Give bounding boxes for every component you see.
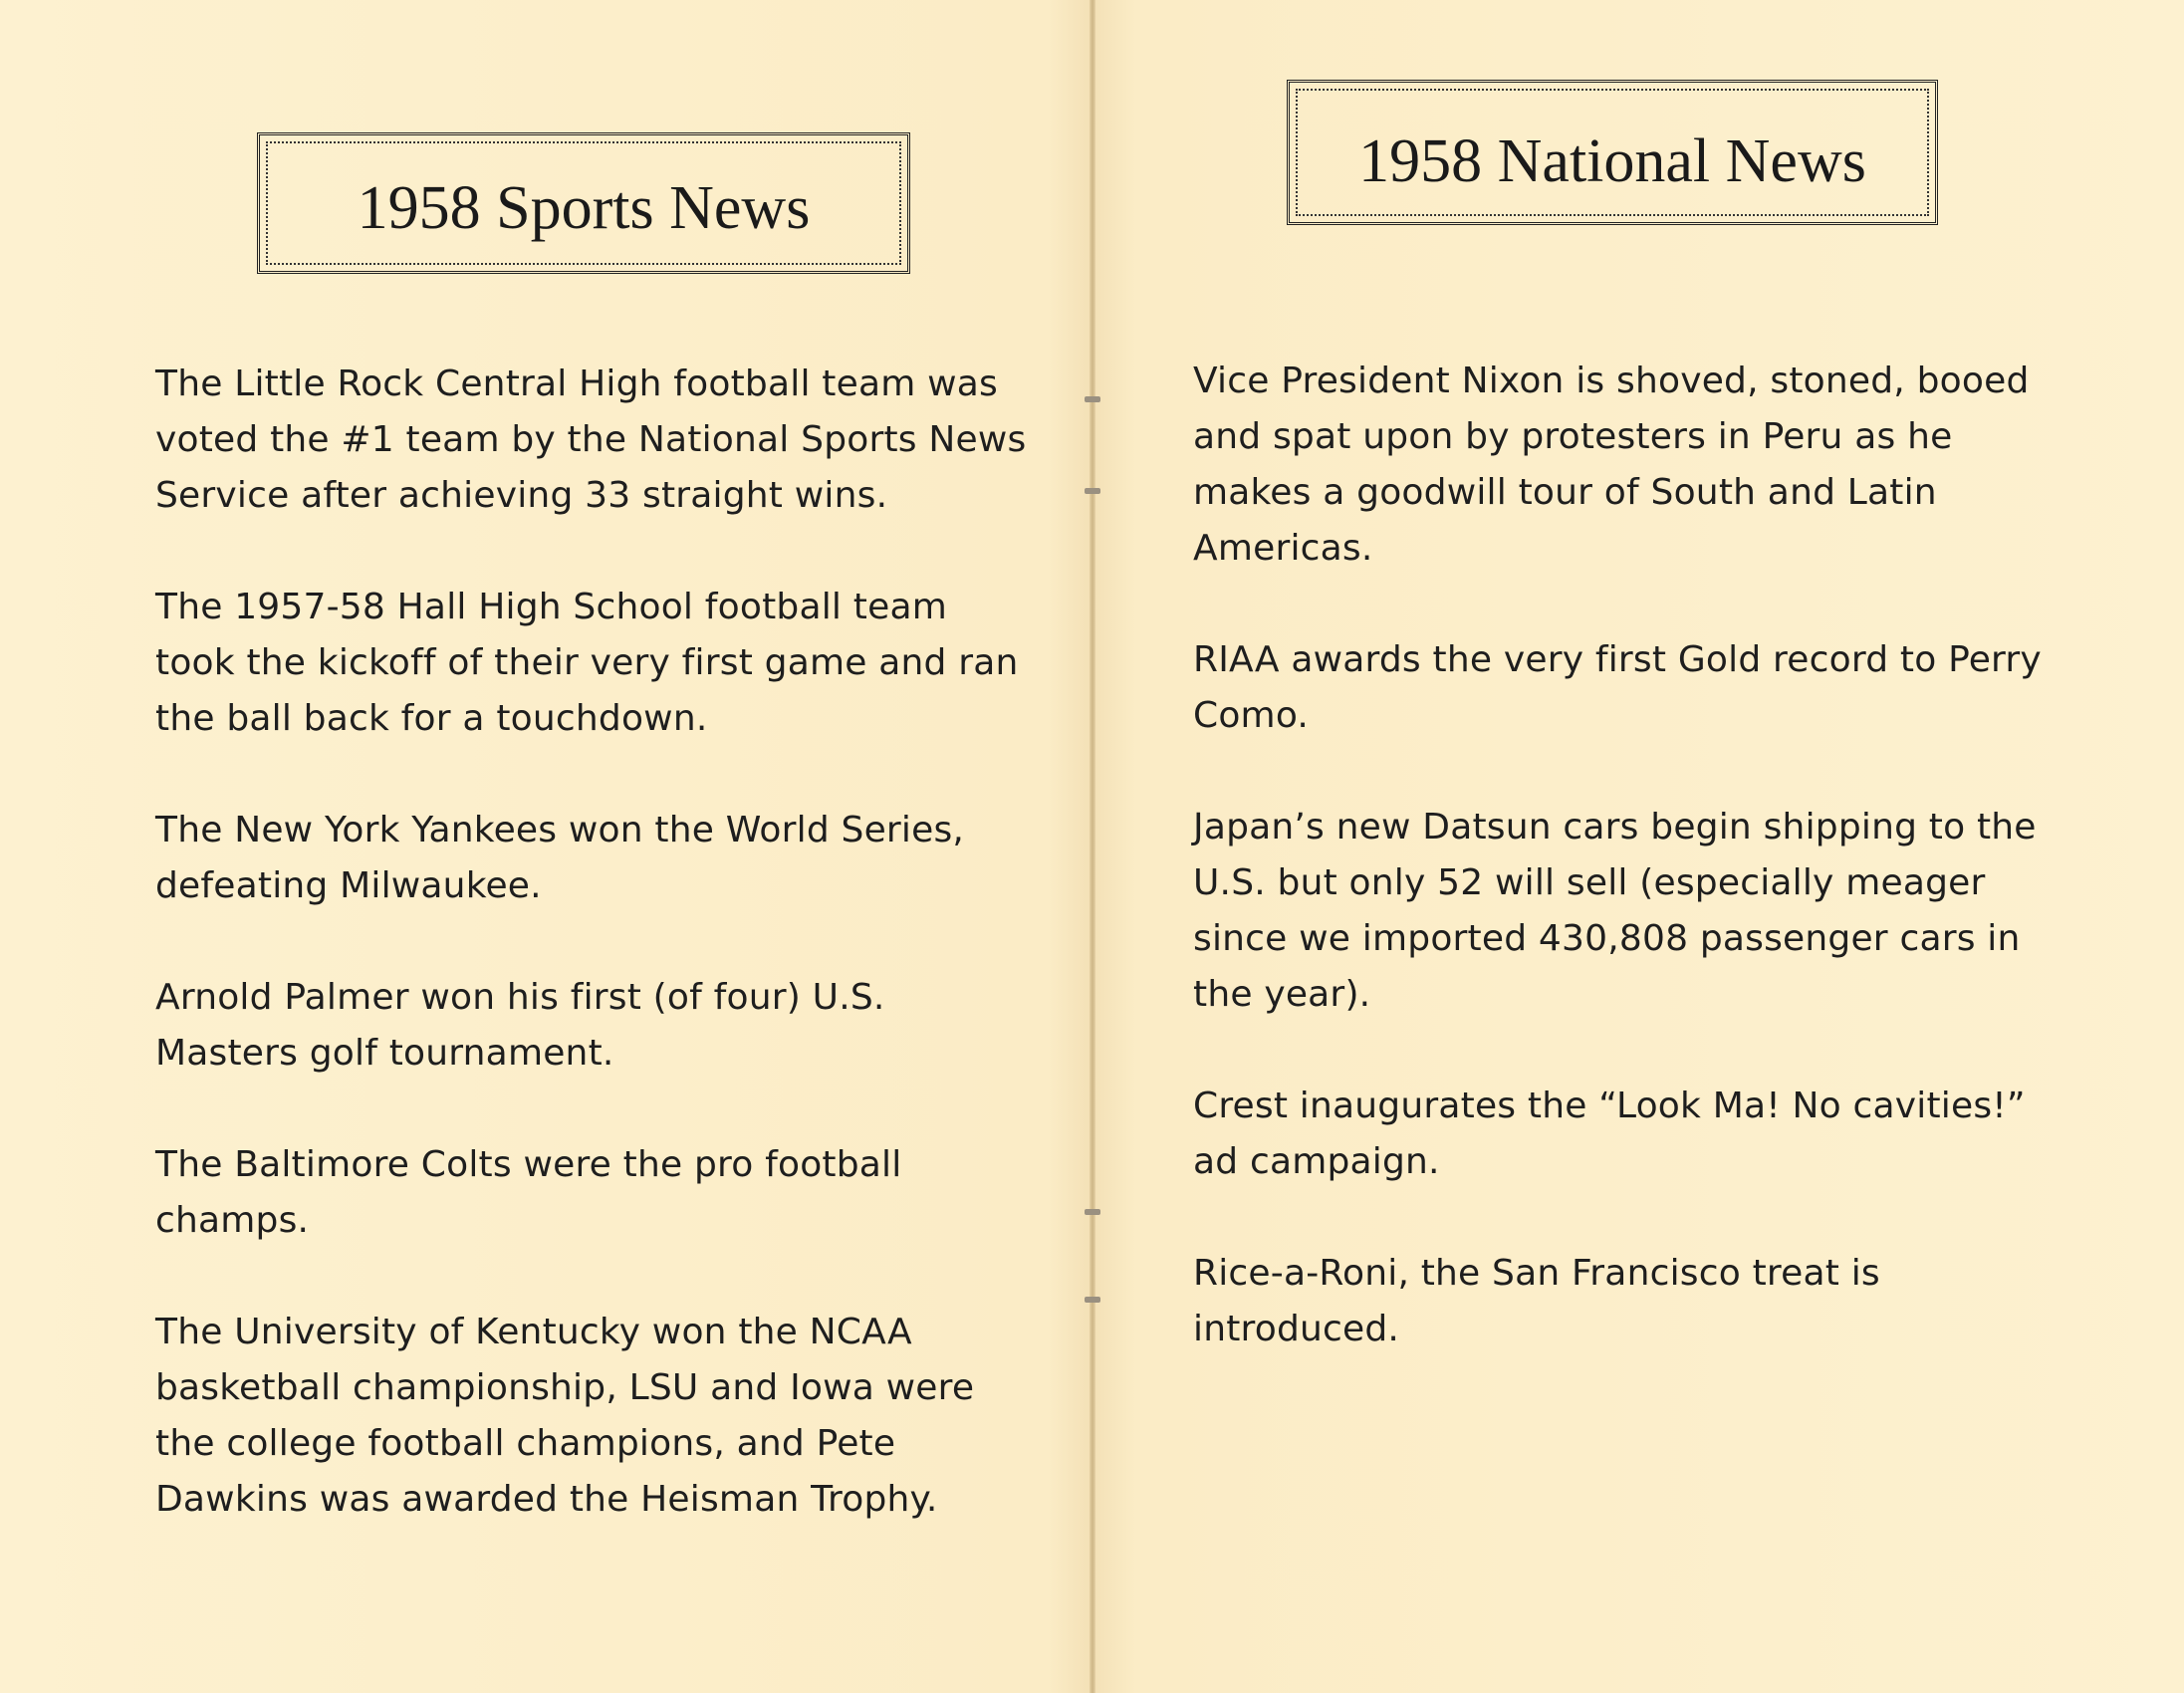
national-news-list [1193, 354, 2069, 1357]
news-item: The New York Yankees won the World Series, defeating Milwaukee. [155, 810, 965, 906]
sports-news-list [155, 357, 1032, 1528]
news-item: The University of Kentucky won the NCAA basketball championship, LSU and Iowa were the college football champions, and Pete Dawkins was awarded the Heisman Trophy. [155, 1312, 975, 1520]
news-item: Japan’s new Datsun cars begin shipping to the U.S. but only 52 will sell (especially meager since we imported 430,808 passenger cars in the year). [1193, 807, 2037, 1015]
news-item: Arnold Palmer won his first (of four) U.S. Masters golf tournament. [155, 977, 885, 1074]
news-item: The 1957-58 Hall High School football team took the kickoff of their very first game and ran the ball back for a touchdown. [155, 587, 1019, 739]
news-item: Vice President Nixon is shoved, stoned, booed and spat upon by protesters in Peru as he makes a goodwill tour of South and Latin Americas. [1193, 361, 2030, 569]
news-item: Rice-a-Roni, the San Francisco treat is introduced. [1193, 1253, 1880, 1349]
page-title: 1958 Sports News [357, 174, 811, 242]
news-item: The Baltimore Colts were the pro football champs. [155, 1144, 902, 1241]
news-item: RIAA awards the very first Gold record to Perry Como. [1193, 639, 2042, 736]
title-frame [1287, 80, 1938, 225]
title-frame [257, 132, 910, 274]
page-title: 1958 National News [1358, 127, 1866, 195]
news-item: Crest inaugurates the “Look Ma! No cavities!” ad campaign. [1193, 1086, 2026, 1182]
news-item: The Little Rock Central High football team was voted the #1 team by the National Sports News Service after achieving 33 straight wins. [155, 363, 1027, 516]
